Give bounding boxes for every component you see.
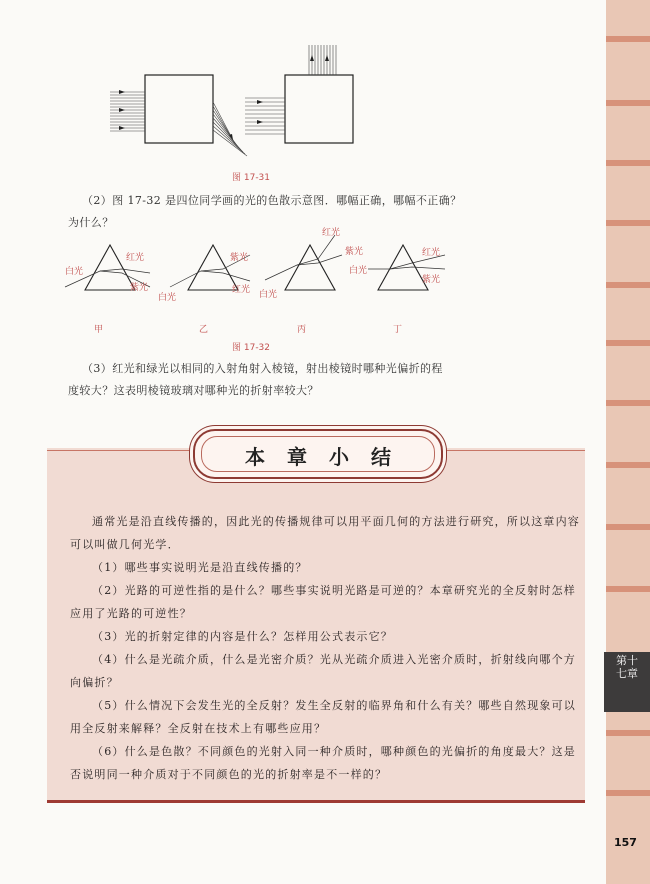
summary-question-1: （1）哪些事实说明光是沿直线传播的？ bbox=[92, 561, 308, 574]
prism-jia-white: 白光 bbox=[65, 267, 84, 277]
prism-bing-top: 红光 bbox=[322, 228, 341, 238]
summary-title-plaque bbox=[193, 429, 443, 479]
chapter-tab-line1: 第十 bbox=[616, 654, 638, 667]
summary-question-5: （5）什么情况下会发生光的全反射？发生全反射的临界角和什么有关？哪些自然现象可以用全反射来解释？全反射在技术上有哪些应用？ bbox=[70, 699, 576, 735]
summary-question-6: （6）什么是色散？不同颜色的光射入同一种介质时，哪种颜色的光偏折的角度最大？这是否说明同一种介质对于不同颜色的光的折射率是不一样的？ bbox=[70, 745, 576, 781]
prism-jia-top: 红光 bbox=[126, 253, 145, 263]
prism-ding-white: 白光 bbox=[349, 266, 368, 276]
summary-text bbox=[70, 510, 582, 786]
summary-title: 本章小结 bbox=[245, 445, 413, 469]
question-3-line1: （3）红光和绿光以相同的入射角射入棱镜，射出棱镜时哪种光偏折的程 bbox=[82, 362, 443, 375]
panel-label-bing: 丙 bbox=[297, 325, 307, 335]
question-3 bbox=[68, 358, 588, 402]
figure-17-31-caption: 图 17-31 bbox=[232, 173, 271, 183]
prism-ding-top: 红光 bbox=[422, 248, 441, 258]
question-2-line1: （2）图 17-32 是四位同学画的光的色散示意图．哪幅正确，哪幅不正确？ bbox=[82, 194, 462, 207]
summary-question-2: （2）光路的可逆性指的是什么？哪些事实说明光路是可逆的？本章研究光的全反射时怎样应用了光路的可逆性？ bbox=[70, 584, 576, 620]
panel-label-yi: 乙 bbox=[199, 325, 209, 335]
question-2-line2: 为什么？ bbox=[68, 216, 114, 229]
page-number: 157 bbox=[614, 836, 637, 849]
summary-question-3: （3）光的折射定律的内容是什么？怎样用公式表示它？ bbox=[92, 630, 393, 643]
summary-question-4: （4）什么是光疏介质，什么是光密介质？光从光疏介质进入光密介质时，折射线向哪个方向偏折？ bbox=[70, 653, 576, 689]
prism-ding-bottom: 紫光 bbox=[422, 275, 441, 285]
prism-bing-bottom: 紫光 bbox=[345, 247, 364, 257]
prism-yi-white: 白光 bbox=[158, 293, 177, 303]
chapter-tab bbox=[604, 652, 650, 712]
prism-yi-bottom: 红光 bbox=[232, 285, 251, 295]
question-3-line2: 度较大？这表明棱镜玻璃对哪种光的折射率较大？ bbox=[68, 384, 319, 397]
summary-intro: 通常光是沿直线传播的，因此光的传播规律可以用平面几何的方法进行研究，所以这章内容可以叫做几何光学． bbox=[70, 515, 580, 551]
prism-yi-top: 紫光 bbox=[230, 253, 249, 263]
prism-bing-white: 白光 bbox=[259, 290, 278, 300]
panel-label-ding: 丁 bbox=[393, 325, 403, 335]
chapter-tab-line2: 七章 bbox=[616, 667, 638, 680]
page-edge bbox=[606, 0, 650, 884]
prism-jia-bottom: 紫光 bbox=[130, 283, 149, 293]
panel-label-jia: 甲 bbox=[94, 325, 104, 335]
figure-17-32-caption: 图 17-32 bbox=[232, 343, 271, 353]
figure-17-31-diagram bbox=[105, 40, 375, 160]
